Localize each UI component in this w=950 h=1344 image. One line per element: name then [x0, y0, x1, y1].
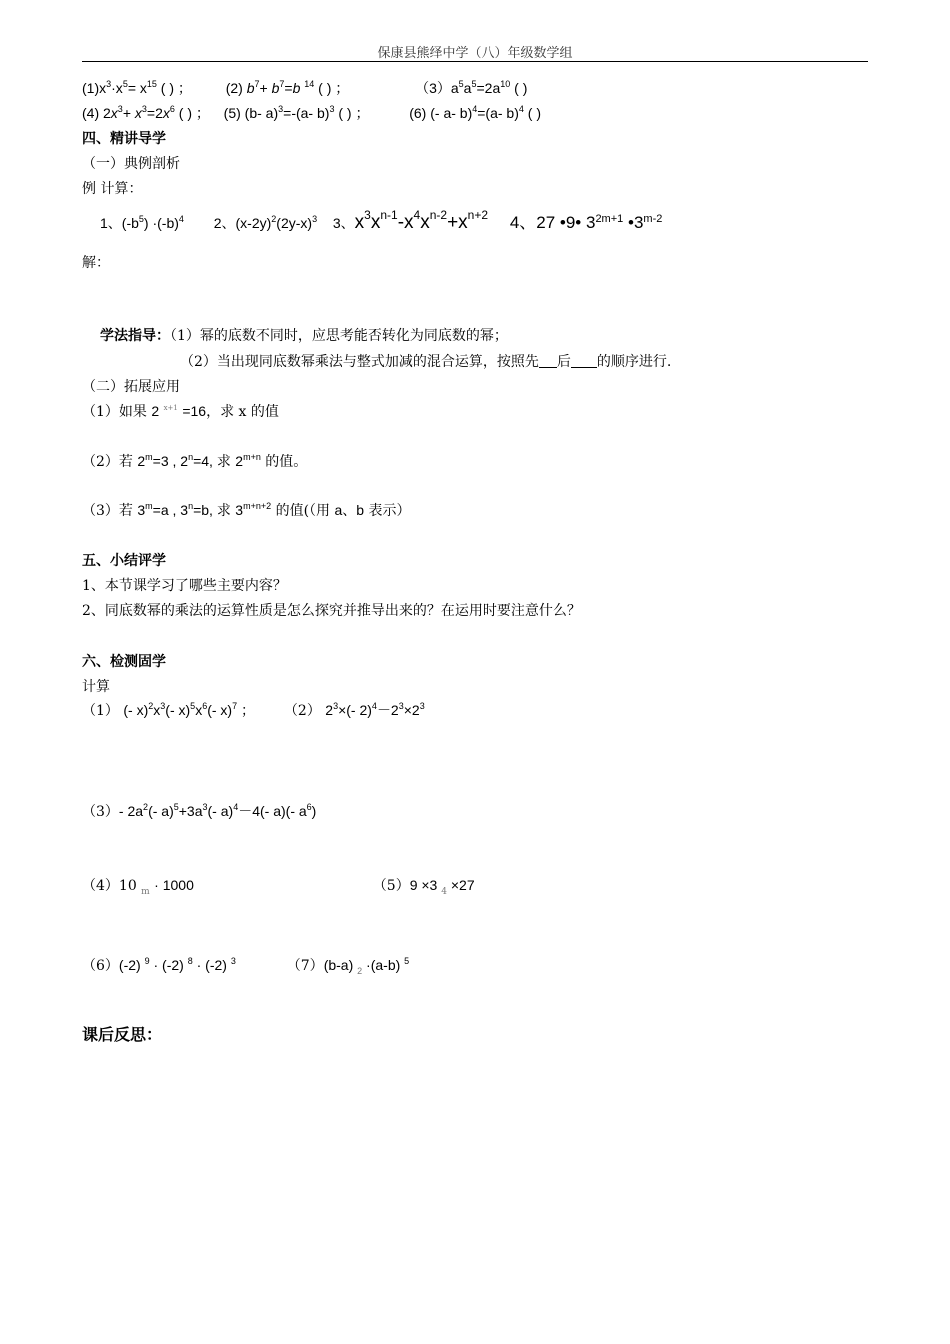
- example-4: 4、27 •9• $3^{2m+1}$ •3$^{m-2}$: [509, 213, 663, 232]
- reflection-label: 课后反思：: [82, 1025, 163, 1044]
- method-guide-text-1: （1）幂的底数不同时，应思考能否转化为同底数的幂；: [170, 328, 508, 344]
- calc-label: 计算: [82, 679, 110, 695]
- page-header: 保康县熊绎中学（八）年级数学组: [82, 42, 868, 62]
- example-items: [100, 208, 662, 234]
- judge-5: (5) (b- a)$^3$=-(a- b)$^3$ ( ) ；: [223, 104, 370, 121]
- problems-row-4: [82, 875, 475, 895]
- section-5-title: 五、小结评学: [82, 553, 166, 569]
- extension-3: （3）若 $3^m=a$ , $3^n=b$, 求 $3^{m+n+2}$ 的值(（用 a、b 表示）: [82, 501, 411, 519]
- problem-1: （1） (- $x)^2x^3(-$ $x)^5x^6(-$ x)$^7$ ；: [82, 701, 255, 719]
- extension-1: （1）如果 2 $^{x+1}$ =16，求 x 的值: [82, 403, 279, 420]
- blank-2: [571, 353, 597, 368]
- summary-question-2: 2、同底数幂的乘法的运算性质是怎么探究并推导出来的？在运用时要注意什么？: [82, 603, 581, 619]
- method-guide-1: [100, 325, 508, 345]
- problems-row-1: [82, 700, 425, 720]
- example-1: 1、$(-b^5) \cdot(-b)^4$: [100, 214, 184, 231]
- problem-6: （6）(-2) $^9$ · (-2) $^8$ · (-2) $^3$: [82, 956, 236, 974]
- sub-heading-examples: （一）典例剖析: [82, 156, 180, 172]
- example-2: 2、$(x-2y)^2(2y-x)^3$: [213, 214, 318, 231]
- section-4-title: 四、精讲导学: [82, 131, 166, 147]
- summary-question-1: 1、本节课学习了哪些主要内容？: [82, 578, 287, 594]
- problems-row-6: [82, 955, 409, 975]
- judge-3: $(3)a^5a^5=2a^{10}$ ( ): [415, 79, 528, 96]
- method-guide-2: [180, 351, 671, 371]
- extension-2: （2）若 $2^m=3$ , $2^n=4$, 求 $2^{m+n}$ 的值。: [82, 452, 308, 470]
- method-guide-text-2b: 后: [556, 354, 571, 370]
- method-guide-text-2a: （2）当出现同底数幂乘法与整式加减的混合运算，按照先: [180, 354, 539, 370]
- judge-2: (2) $b^7+ b^7=b$ $^{14}$ ( ) ；: [225, 79, 350, 96]
- example-3: 3、$x^3x^{n-1}-x^4x^{n-2}+x^{n+2}$: [332, 208, 489, 233]
- problem-5: （5）9 ×3 $_4$ ×27: [372, 877, 475, 897]
- judge-4: (4) $2x^3+ x^3=2x^6$ ( ) ；: [82, 104, 210, 121]
- sub-heading-extension: （二）拓展应用: [82, 379, 180, 395]
- judge-1: $(1)x^3\cdot x^5= x^{15}$ ( ) ；: [82, 79, 192, 96]
- judge-row-1: [82, 78, 527, 98]
- answer-label: 解：: [82, 255, 110, 271]
- judge-6: (6) (- a- b)$^4$=(a- b)$^4$ ( ): [409, 104, 541, 121]
- blank-1: [539, 353, 557, 368]
- problem-4: （4）10 $_m$ · 1000: [82, 877, 194, 897]
- problem-2: （2） $2^3\times(-$ $2)^4-2^3\times 2^3$: [283, 701, 425, 719]
- problem-7: （7）(b-a) $_2$ ·(a-b) $^5$: [286, 956, 410, 976]
- method-guide-text-2c: 的顺序进行.: [596, 354, 672, 370]
- judge-row-2: [82, 103, 541, 123]
- example-label: 例 计算：: [82, 181, 143, 197]
- method-guide-label: 学法指导：: [100, 328, 170, 344]
- problem-3: （3）- $2a^2(-$ $a)^5+3a^3(-$ a)$^4$－4(- a)(- $a^6$): [82, 802, 317, 820]
- section-6-title: 六、检测固学: [82, 654, 166, 670]
